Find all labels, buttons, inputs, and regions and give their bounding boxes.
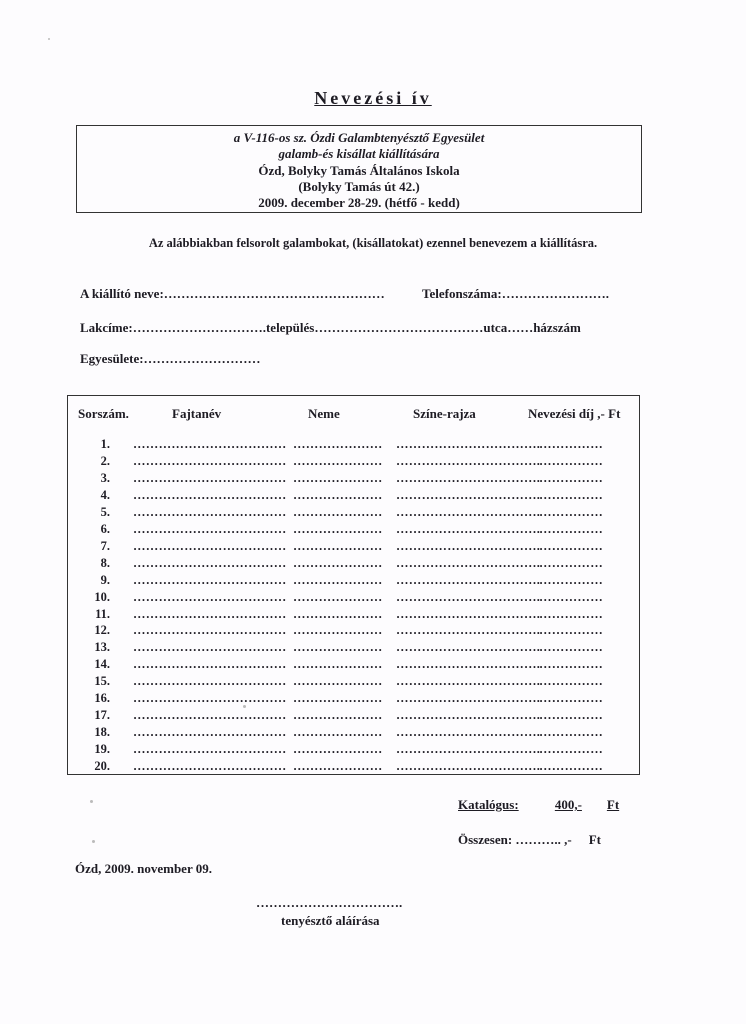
color-field[interactable]: ……………………………. bbox=[396, 521, 541, 536]
row-number: 6. bbox=[100, 521, 110, 536]
scan-speck bbox=[90, 800, 93, 803]
header-line-event: galamb-és kisállat kiállítására bbox=[278, 146, 440, 161]
table-row bbox=[68, 708, 639, 725]
table-row bbox=[68, 657, 639, 674]
street-field[interactable]: …… bbox=[507, 320, 534, 335]
total-suffix: ,- bbox=[564, 832, 572, 847]
color-field[interactable]: ……………………………. bbox=[396, 453, 541, 468]
row-number: 15. bbox=[94, 674, 110, 689]
row-number: 9. bbox=[100, 572, 110, 587]
row-number: 16. bbox=[94, 691, 110, 706]
sex-field[interactable]: ………………… bbox=[293, 742, 383, 757]
fee-field[interactable]: …………… bbox=[539, 691, 603, 706]
color-field[interactable]: ……………………………. bbox=[396, 437, 541, 451]
breed-field[interactable]: ……………………………… bbox=[133, 555, 287, 570]
fee-field[interactable]: …………… bbox=[539, 487, 603, 502]
color-field[interactable]: ……………………………. bbox=[396, 708, 541, 723]
total-field[interactable]: ……….. bbox=[515, 832, 561, 847]
table-row bbox=[68, 691, 639, 708]
sex-field[interactable]: ………………… bbox=[293, 437, 383, 451]
sex-field[interactable]: ………………… bbox=[293, 640, 383, 655]
table-row bbox=[68, 556, 639, 573]
sex-field[interactable]: ………………… bbox=[293, 453, 383, 468]
sex-field[interactable]: ………………… bbox=[293, 538, 383, 553]
phone-label: Telefonszáma: bbox=[422, 286, 502, 301]
header-line-venue: Ózd, Bolyky Tamás Általános Iskola bbox=[258, 163, 460, 178]
color-field[interactable]: ……………………………. bbox=[396, 470, 541, 485]
fee-field[interactable]: …………… bbox=[539, 759, 603, 774]
fee-field[interactable]: …………… bbox=[539, 640, 603, 655]
table-row bbox=[68, 471, 639, 488]
color-field[interactable]: ……………………………. bbox=[396, 487, 541, 502]
intro-text: Az alábbiakban felsorolt galambokat, (kisállatokat) ezennel benevezem a kiállításra. bbox=[148, 236, 598, 250]
color-field[interactable]: ……………………………. bbox=[396, 725, 541, 740]
row-number: 19. bbox=[94, 742, 110, 757]
exhibitor-name-label: A kiállító neve: bbox=[80, 286, 164, 301]
table-row bbox=[68, 437, 639, 454]
color-field[interactable]: ……………………………. bbox=[396, 589, 541, 604]
row-number: 7. bbox=[100, 538, 110, 553]
sex-field[interactable]: ………………… bbox=[293, 657, 383, 672]
sex-field[interactable]: ………………… bbox=[293, 470, 383, 485]
col-header-sex: Neme bbox=[308, 406, 340, 421]
row-number: 8. bbox=[100, 555, 110, 570]
exhibitor-name-row bbox=[80, 286, 385, 302]
event-header-box bbox=[76, 125, 642, 213]
breed-field[interactable]: ……………………………… bbox=[133, 487, 287, 502]
breed-field[interactable]: ……………………………… bbox=[133, 521, 287, 536]
color-field[interactable]: ……………………………. bbox=[396, 538, 541, 553]
col-header-breed: Fajtanév bbox=[172, 406, 222, 421]
table-row bbox=[68, 590, 639, 607]
sex-field[interactable]: ………………… bbox=[293, 759, 383, 774]
color-field[interactable]: ……………………………. bbox=[396, 555, 541, 570]
color-field[interactable]: ……………………………. bbox=[396, 759, 541, 774]
fee-field[interactable]: …………… bbox=[539, 504, 603, 519]
fee-field[interactable]: …………… bbox=[539, 606, 603, 621]
breed-field[interactable]: ……………………………… bbox=[133, 708, 287, 723]
breed-field[interactable]: ……………………………… bbox=[133, 725, 287, 740]
table-row bbox=[68, 505, 639, 522]
phone-field[interactable]: ……………………. bbox=[501, 286, 609, 301]
total-row bbox=[458, 832, 601, 848]
breed-field[interactable]: ……………………………… bbox=[133, 657, 287, 672]
table-row bbox=[68, 454, 639, 471]
sex-field[interactable]: ………………… bbox=[293, 691, 383, 706]
color-field[interactable]: ……………………………. bbox=[396, 691, 541, 706]
town-field[interactable]: ………………………………… bbox=[314, 320, 484, 335]
breed-field[interactable]: ……………………………… bbox=[133, 572, 287, 587]
catalog-label: Katalógus: bbox=[458, 797, 519, 812]
row-number: 4. bbox=[100, 487, 110, 502]
fee-field[interactable]: …………… bbox=[539, 589, 603, 604]
row-number: 20. bbox=[94, 759, 110, 774]
scan-speck bbox=[48, 38, 50, 40]
street-label: utca bbox=[483, 320, 508, 335]
row-number: 17. bbox=[94, 708, 110, 723]
catalog-value: 400,- bbox=[554, 797, 582, 812]
color-field[interactable]: ……………………………. bbox=[396, 640, 541, 655]
table-row bbox=[68, 488, 639, 505]
breed-field[interactable]: ……………………………… bbox=[133, 606, 287, 621]
catalog-unit: Ft bbox=[606, 797, 620, 812]
breed-field[interactable]: ……………………………… bbox=[133, 437, 287, 451]
entries-table bbox=[67, 395, 640, 775]
club-field[interactable]: ……………………… bbox=[143, 351, 261, 366]
total-unit: Ft bbox=[588, 832, 602, 847]
breed-field[interactable]: ……………………………… bbox=[133, 742, 287, 757]
col-header-color: Színe-rajza bbox=[413, 406, 476, 421]
signature-label: tenyésztő aláírása bbox=[281, 913, 380, 928]
color-field[interactable]: ……………………………. bbox=[396, 572, 541, 587]
fee-field[interactable]: …………… bbox=[539, 437, 603, 451]
club-row bbox=[80, 351, 261, 367]
table-row bbox=[68, 607, 639, 624]
header-line-date: 2009. december 28-29. (hétfő - kedd) bbox=[258, 195, 460, 210]
date-place: Ózd, 2009. november 09. bbox=[75, 861, 212, 876]
color-field[interactable]: ……………………………. bbox=[396, 504, 541, 519]
sex-field[interactable]: ………………… bbox=[293, 521, 383, 536]
fee-field[interactable]: …………… bbox=[539, 742, 603, 757]
exhibitor-name-field[interactable]: …………………………………………… bbox=[163, 286, 385, 301]
table-row bbox=[68, 640, 639, 657]
sex-field[interactable]: ………………… bbox=[293, 572, 383, 587]
breed-field[interactable]: ……………………………… bbox=[133, 538, 287, 553]
row-number: 14. bbox=[94, 657, 110, 672]
header-line-address: (Bolyky Tamás út 42.) bbox=[298, 179, 420, 194]
col-header-number: Sorszám. bbox=[78, 406, 129, 421]
breed-field[interactable]: ……………………………… bbox=[133, 759, 287, 774]
col-header-fee: Nevezési díj ,- Ft bbox=[528, 406, 621, 421]
house-number-label: házszám bbox=[533, 320, 581, 335]
table-row bbox=[68, 759, 639, 776]
address-field[interactable]: ………………………… bbox=[132, 320, 263, 335]
row-number: 3. bbox=[100, 470, 110, 485]
phone-row bbox=[422, 286, 609, 302]
row-number: 18. bbox=[94, 725, 110, 740]
breed-field[interactable]: ……………………………… bbox=[133, 691, 287, 706]
header-line-organizer: a V-116-os sz. Ózdi Galambtenyésztő Egyesület bbox=[233, 130, 485, 145]
breed-field[interactable]: ……………………………… bbox=[133, 674, 287, 689]
sex-field[interactable]: ………………… bbox=[293, 708, 383, 723]
sex-field[interactable]: ………………… bbox=[293, 487, 383, 502]
fee-field[interactable]: …………… bbox=[539, 538, 603, 553]
color-field[interactable]: ……………………………. bbox=[396, 674, 541, 689]
table-row bbox=[68, 522, 639, 539]
sex-field[interactable]: ………………… bbox=[293, 589, 383, 604]
breed-field[interactable]: ……………………………… bbox=[133, 504, 287, 519]
fee-field[interactable]: …………… bbox=[539, 453, 603, 468]
fee-field[interactable]: …………… bbox=[539, 708, 603, 723]
signature-field[interactable]: ……………………………. bbox=[256, 895, 403, 910]
town-label: .település bbox=[262, 320, 315, 335]
fee-field[interactable]: …………… bbox=[539, 521, 603, 536]
fee-field[interactable]: …………… bbox=[539, 572, 603, 587]
total-label: Összesen: bbox=[458, 832, 513, 847]
row-number: 13. bbox=[94, 640, 110, 655]
scan-speck bbox=[92, 840, 95, 843]
color-field[interactable]: ……………………………. bbox=[396, 742, 541, 757]
fee-field[interactable]: …………… bbox=[539, 470, 603, 485]
fee-field[interactable]: …………… bbox=[539, 674, 603, 689]
fee-field[interactable]: …………… bbox=[539, 725, 603, 740]
form-title: Nevezési ív bbox=[314, 88, 432, 108]
table-row bbox=[68, 539, 639, 556]
club-label: Egyesülete: bbox=[80, 351, 144, 366]
breed-field[interactable]: ……………………………… bbox=[133, 640, 287, 655]
table-row bbox=[68, 674, 639, 691]
sex-field[interactable]: ………………… bbox=[293, 606, 383, 621]
row-number: 10. bbox=[94, 589, 110, 604]
address-row bbox=[80, 320, 581, 336]
breed-field[interactable]: ……………………………… bbox=[133, 470, 287, 485]
row-number: 5. bbox=[100, 504, 110, 519]
table-row bbox=[68, 573, 639, 590]
fee-field[interactable]: …………… bbox=[539, 555, 603, 570]
color-field[interactable]: ……………………………. bbox=[396, 657, 541, 672]
row-number: 11. bbox=[95, 606, 110, 621]
catalog-row bbox=[458, 797, 619, 813]
color-field[interactable]: ……………………………. bbox=[396, 606, 541, 621]
breed-field[interactable]: ……………………………… bbox=[133, 453, 287, 468]
sex-field[interactable]: ………………… bbox=[293, 674, 383, 689]
sex-field[interactable]: ………………… bbox=[293, 725, 383, 740]
breed-field[interactable]: ……………………………… bbox=[133, 589, 287, 604]
color-field[interactable]: ……………………………. bbox=[396, 623, 541, 638]
table-row bbox=[68, 623, 639, 640]
table-row bbox=[68, 742, 639, 759]
sex-field[interactable]: ………………… bbox=[293, 504, 383, 519]
sex-field[interactable]: ………………… bbox=[293, 623, 383, 638]
row-number: 12. bbox=[94, 623, 110, 638]
address-label: Lakcíme: bbox=[80, 320, 133, 335]
breed-field[interactable]: ……………………………… bbox=[133, 623, 287, 638]
scan-speck bbox=[243, 705, 246, 708]
sex-field[interactable]: ………………… bbox=[293, 555, 383, 570]
fee-field[interactable]: …………… bbox=[539, 623, 603, 638]
row-number: 1. bbox=[100, 437, 110, 451]
row-number: 2. bbox=[100, 453, 110, 468]
fee-field[interactable]: …………… bbox=[539, 657, 603, 672]
table-row bbox=[68, 725, 639, 742]
